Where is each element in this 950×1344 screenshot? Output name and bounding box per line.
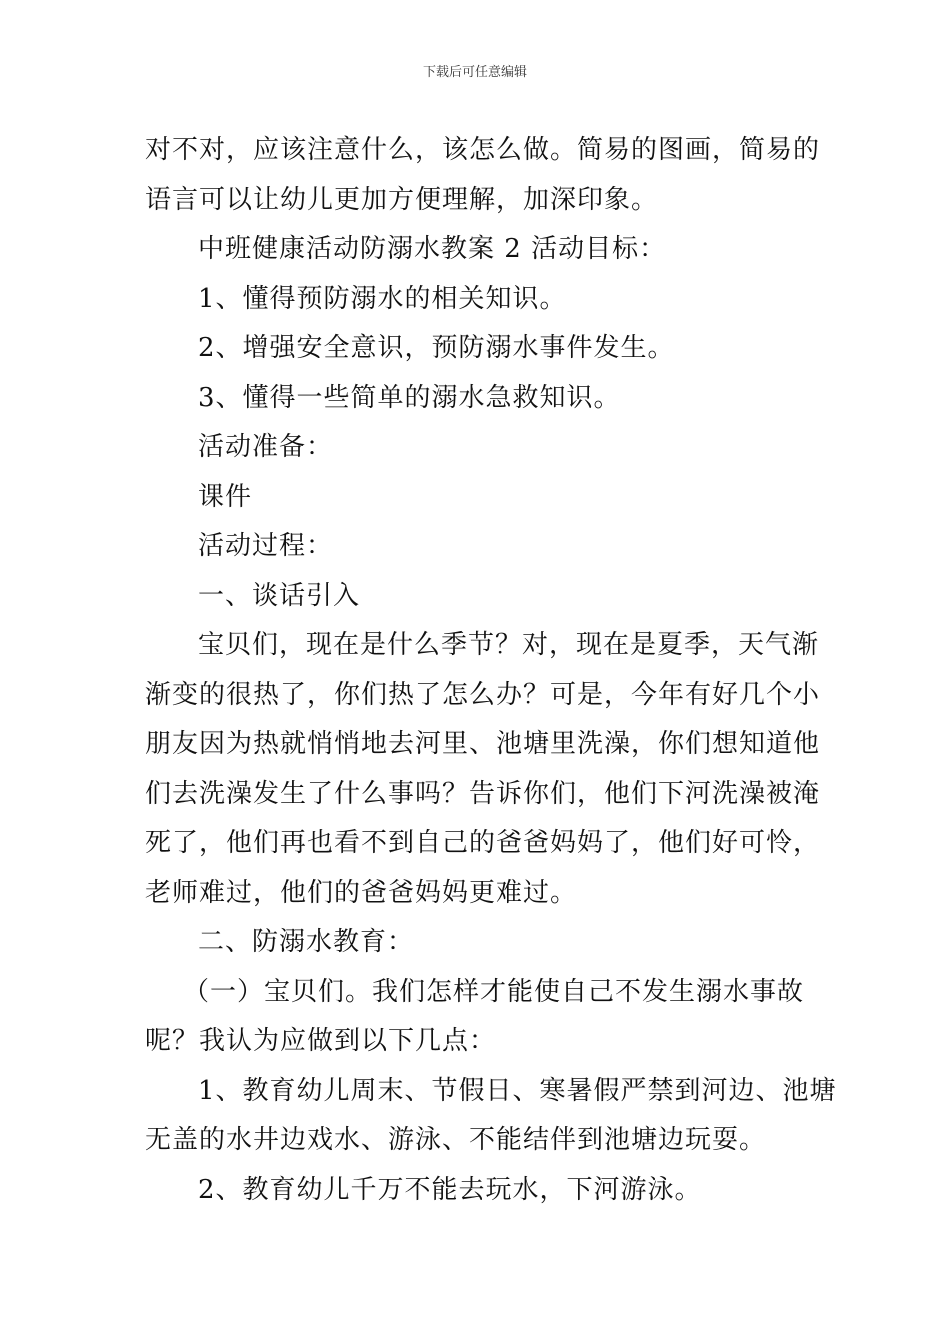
section-heading: 活动过程：: [198, 531, 334, 561]
paragraph: [145, 522, 810, 572]
paragraph: [145, 275, 810, 325]
text-line: 宝贝们，现在是什么季节？对，现在是夏季，天气渐: [198, 630, 820, 660]
goal-item: 3、懂得一些简单的溺水急救知识。: [198, 382, 621, 413]
text-line: 呢？我认为应做到以下几点：: [145, 1026, 497, 1056]
paragraph: [145, 374, 810, 424]
text-line: 们去洗澡发生了什么事吗？告诉你们，他们下河洗澡被淹: [145, 778, 821, 809]
document-body: [145, 126, 837, 1215]
text-line: 老师难过，他们的爸爸妈妈更难过。: [145, 877, 578, 908]
goal-item: 1、懂得预防溺水的相关知识。: [198, 283, 567, 314]
paragraph: [145, 324, 810, 374]
text-line: 渐变的很热了，你们热了怎么办？可是，今年有好几个小: [145, 679, 821, 710]
paragraph: [145, 968, 810, 1067]
goal-item: 2、增强安全意识，预防溺水事件发生。: [198, 333, 675, 363]
paragraph: [145, 423, 810, 473]
section-heading: 活动准备：: [198, 432, 334, 462]
paragraph: [145, 1166, 810, 1216]
text-line: 2、教育幼儿千万不能去玩水，下河游泳。: [198, 1174, 702, 1205]
text-line: 死了，他们再也看不到自己的爸爸妈妈了，他们好可怜，: [145, 828, 821, 858]
text-line: 对不对，应该注意什么，该怎么做。简易的图画，简易的: [145, 135, 821, 165]
text-line: （一）宝贝们。我们怎样才能使自己不发生溺水事故: [183, 976, 805, 1007]
page-header: 下载后可任意编辑: [422, 65, 527, 80]
text-line: 朋友因为热就悄悄地去河里、池塘里洗澡，你们想知道他: [145, 729, 821, 759]
section-heading: 二、防溺水教育：: [198, 927, 415, 957]
activity-title: 中班健康活动防溺水教案 2 活动目标：: [198, 234, 667, 264]
section-heading: 一、谈话引入: [198, 580, 361, 611]
text-line: 1、教育幼儿周末、节假日、寒暑假严禁到河边、池塘: [198, 1075, 837, 1106]
paragraph: [145, 572, 810, 622]
text-line: 无盖的水井边戏水、游泳、不能结伴到池塘边玩耍。: [145, 1125, 767, 1155]
paragraph: [145, 126, 821, 225]
paragraph: [145, 473, 810, 523]
paragraph: [145, 621, 821, 918]
text-line: 课件: [198, 481, 253, 512]
text-line: 语言可以让幼儿更加方便理解，加深印象。: [145, 184, 659, 215]
paragraph: [145, 225, 810, 275]
paragraph: [145, 1067, 837, 1166]
paragraph: [145, 918, 810, 968]
